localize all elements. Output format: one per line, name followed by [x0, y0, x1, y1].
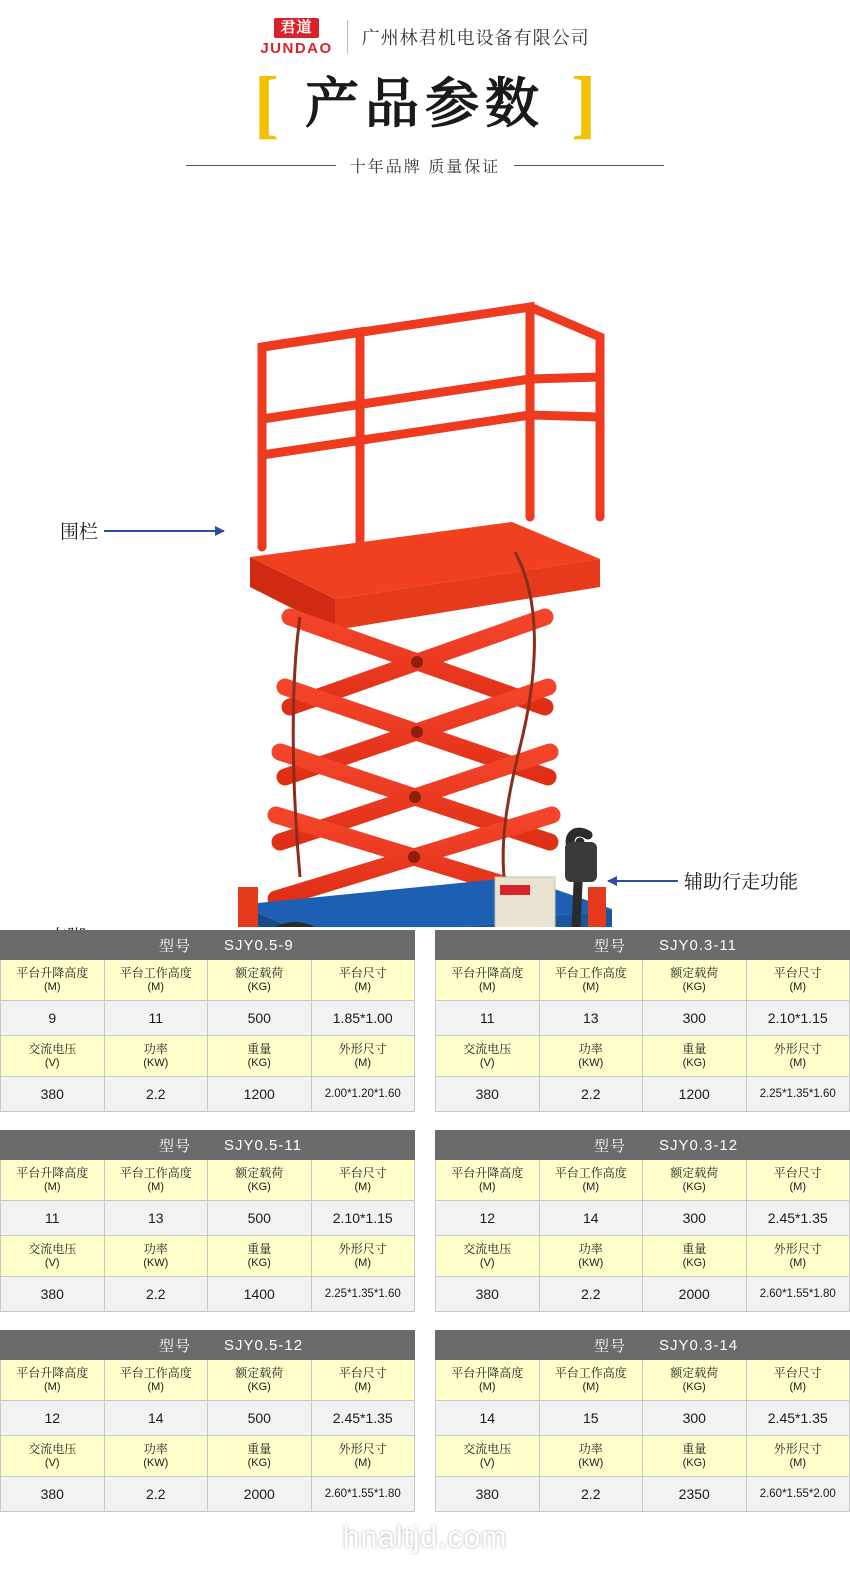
header-weight: 重量 (KG)	[208, 1436, 312, 1477]
value-power: 2.2	[539, 1277, 643, 1312]
header-weight: 重量 (KG)	[643, 1436, 747, 1477]
table-row-header	[436, 1436, 850, 1477]
value-rated-load: 300	[643, 1201, 747, 1236]
value-power: 2.2	[104, 1477, 208, 1512]
header-lift-height: 平台升降高度 (M)	[436, 1360, 540, 1401]
header-weight: 重量 (KG)	[643, 1236, 747, 1277]
header-platform-size: 平台尺寸 (M)	[746, 960, 850, 1001]
table-row-values	[1, 1277, 415, 1312]
header-power: 功率 (KW)	[104, 1436, 208, 1477]
model-value: SJY0.5-11	[208, 1131, 415, 1160]
value-power: 2.2	[539, 1077, 643, 1112]
table-row-model	[1, 1331, 415, 1360]
header-platform-size: 平台尺寸 (M)	[311, 1160, 415, 1201]
table-row-model	[1, 1131, 415, 1160]
callout-walk-label: 辅助行走功能	[684, 872, 799, 893]
header-power: 功率 (KW)	[104, 1236, 208, 1277]
subtitle-block	[0, 154, 850, 177]
model-value: SJY0.3-14	[643, 1331, 850, 1360]
value-weight: 1200	[643, 1077, 747, 1112]
header-overall-size: 外形尺寸 (M)	[311, 1036, 415, 1077]
table-row-header	[436, 960, 850, 1001]
header-voltage: 交流电压 (V)	[1, 1036, 105, 1077]
header-rated-load: 额定载荷 (KG)	[208, 1360, 312, 1401]
table-row-header	[1, 1360, 415, 1401]
table-row-values	[436, 1277, 850, 1312]
brand-header	[0, 0, 850, 56]
header-voltage: 交流电压 (V)	[1, 1436, 105, 1477]
value-platform-size: 2.45*1.35	[746, 1201, 850, 1236]
divider-left	[186, 165, 336, 166]
value-power: 2.2	[104, 1277, 208, 1312]
table-row-values	[1, 1477, 415, 1512]
header-overall-size: 外形尺寸 (M)	[746, 1036, 850, 1077]
spec-table	[0, 930, 415, 1112]
value-rated-load: 300	[643, 1401, 747, 1436]
model-label: 型号	[436, 1331, 643, 1360]
header-platform-size: 平台尺寸 (M)	[746, 1160, 850, 1201]
model-value: SJY0.3-11	[643, 931, 850, 960]
callout-fence-label: 围栏	[60, 522, 99, 543]
bracket-right-icon: ]	[571, 62, 597, 146]
header-voltage: 交流电压 (V)	[436, 1436, 540, 1477]
header-rated-load: 额定载荷 (KG)	[643, 960, 747, 1001]
table-row-values	[436, 1077, 850, 1112]
model-value: SJY0.3-12	[643, 1131, 850, 1160]
header-lift-height: 平台升降高度 (M)	[436, 1160, 540, 1201]
value-work-height: 11	[104, 1001, 208, 1036]
value-weight: 1400	[208, 1277, 312, 1312]
value-work-height: 15	[539, 1401, 643, 1436]
value-platform-size: 1.85*1.00	[311, 1001, 415, 1036]
value-rated-load: 500	[208, 1201, 312, 1236]
table-row-header	[1, 1036, 415, 1077]
callout-walk	[608, 867, 798, 894]
value-weight: 1200	[208, 1077, 312, 1112]
table-row-header	[1, 1160, 415, 1201]
value-voltage: 380	[1, 1077, 105, 1112]
value-platform-size: 2.45*1.35	[746, 1401, 850, 1436]
spec-tables-grid	[0, 930, 850, 1512]
table-row-header	[1, 1236, 415, 1277]
header-rated-load: 额定载荷 (KG)	[208, 1160, 312, 1201]
header-platform-size: 平台尺寸 (M)	[746, 1360, 850, 1401]
table-row-header	[1, 1436, 415, 1477]
value-work-height: 13	[539, 1001, 643, 1036]
value-platform-size: 2.10*1.15	[746, 1001, 850, 1036]
header-work-height: 平台工作高度 (M)	[104, 960, 208, 1001]
spec-table	[0, 1330, 415, 1512]
header-rated-load: 额定载荷 (KG)	[208, 960, 312, 1001]
divider-right	[514, 165, 664, 166]
table-row-header	[436, 1360, 850, 1401]
spec-table	[0, 1130, 415, 1312]
spec-table	[435, 1330, 850, 1512]
bracket-left-icon: [	[253, 62, 279, 146]
product-image-area	[0, 187, 850, 927]
header-lift-height: 平台升降高度 (M)	[1, 960, 105, 1001]
table-row-values	[1, 1201, 415, 1236]
header-rated-load: 额定载荷 (KG)	[643, 1360, 747, 1401]
value-lift-height: 12	[1, 1401, 105, 1436]
value-power: 2.2	[539, 1477, 643, 1512]
header-work-height: 平台工作高度 (M)	[539, 1360, 643, 1401]
scissor-lift-illustration	[0, 187, 850, 927]
value-power: 2.2	[104, 1077, 208, 1112]
header-voltage: 交流电压 (V)	[1, 1236, 105, 1277]
header-platform-size: 平台尺寸 (M)	[311, 960, 415, 1001]
header-lift-height: 平台升降高度 (M)	[1, 1360, 105, 1401]
value-weight: 2000	[208, 1477, 312, 1512]
value-lift-height: 12	[436, 1201, 540, 1236]
header-platform-size: 平台尺寸 (M)	[311, 1360, 415, 1401]
header-power: 功率 (KW)	[104, 1036, 208, 1077]
header-overall-size: 外形尺寸 (M)	[311, 1436, 415, 1477]
header-voltage: 交流电压 (V)	[436, 1236, 540, 1277]
page-title: 产品参数	[305, 74, 545, 134]
table-row-values	[1, 1077, 415, 1112]
value-overall-size: 2.60*1.55*1.80	[746, 1277, 850, 1312]
logo-chinese-text: 君道	[274, 18, 318, 38]
page-title-block	[0, 62, 850, 146]
spec-table	[435, 1130, 850, 1312]
header-weight: 重量 (KG)	[208, 1036, 312, 1077]
table-row-header	[436, 1160, 850, 1201]
header-voltage: 交流电压 (V)	[436, 1036, 540, 1077]
value-voltage: 380	[1, 1277, 105, 1312]
header-work-height: 平台工作高度 (M)	[104, 1360, 208, 1401]
divider	[347, 20, 348, 54]
value-lift-height: 9	[1, 1001, 105, 1036]
header-overall-size: 外形尺寸 (M)	[311, 1236, 415, 1277]
table-row-model	[436, 1331, 850, 1360]
value-overall-size: 2.60*1.55*1.80	[311, 1477, 415, 1512]
company-name: 广州林君机电设备有限公司	[361, 28, 590, 48]
header-lift-height: 平台升降高度 (M)	[436, 960, 540, 1001]
value-lift-height: 11	[436, 1001, 540, 1036]
table-row-header	[1, 960, 415, 1001]
value-lift-height: 14	[436, 1401, 540, 1436]
logo-english-text: JUNDAO	[260, 40, 333, 57]
header-weight: 重量 (KG)	[208, 1236, 312, 1277]
table-row-model	[436, 1131, 850, 1160]
table-row-values	[436, 1001, 850, 1036]
value-work-height: 13	[104, 1201, 208, 1236]
company-logo	[260, 18, 332, 56]
model-value: SJY0.5-9	[208, 931, 415, 960]
spec-table	[435, 930, 850, 1112]
header-lift-height: 平台升降高度 (M)	[1, 1160, 105, 1201]
table-row-values	[1, 1001, 415, 1036]
value-lift-height: 11	[1, 1201, 105, 1236]
value-weight: 2000	[643, 1277, 747, 1312]
value-overall-size: 2.00*1.20*1.60	[311, 1077, 415, 1112]
header-work-height: 平台工作高度 (M)	[104, 1160, 208, 1201]
value-voltage: 380	[436, 1477, 540, 1512]
table-row-header	[436, 1236, 850, 1277]
table-row-model	[436, 931, 850, 960]
arrow-icon	[608, 880, 678, 882]
header-overall-size: 外形尺寸 (M)	[746, 1236, 850, 1277]
header-work-height: 平台工作高度 (M)	[539, 1160, 643, 1201]
model-value: SJY0.5-12	[208, 1331, 415, 1360]
value-overall-size: 2.25*1.35*1.60	[311, 1277, 415, 1312]
table-row-values	[436, 1401, 850, 1436]
header-overall-size: 外形尺寸 (M)	[746, 1436, 850, 1477]
header-power: 功率 (KW)	[539, 1436, 643, 1477]
value-voltage: 380	[436, 1077, 540, 1112]
value-rated-load: 300	[643, 1001, 747, 1036]
model-label: 型号	[436, 931, 643, 960]
watermark: hnaltjd.com	[342, 1521, 508, 1554]
value-rated-load: 500	[208, 1401, 312, 1436]
model-label: 型号	[436, 1131, 643, 1160]
table-row-values	[436, 1201, 850, 1236]
header-power: 功率 (KW)	[539, 1236, 643, 1277]
value-voltage: 380	[1, 1477, 105, 1512]
header-work-height: 平台工作高度 (M)	[539, 960, 643, 1001]
value-platform-size: 2.45*1.35	[311, 1401, 415, 1436]
model-label: 型号	[1, 1131, 208, 1160]
model-label: 型号	[1, 1331, 208, 1360]
page-subtitle: 十年品牌 质量保证	[349, 159, 501, 176]
value-weight: 2350	[643, 1477, 747, 1512]
value-overall-size: 2.60*1.55*2.00	[746, 1477, 850, 1512]
value-voltage: 380	[436, 1277, 540, 1312]
arrow-icon	[104, 530, 224, 532]
value-overall-size: 2.25*1.35*1.60	[746, 1077, 850, 1112]
value-rated-load: 500	[208, 1001, 312, 1036]
header-weight: 重量 (KG)	[643, 1036, 747, 1077]
value-work-height: 14	[104, 1401, 208, 1436]
callout-fence	[60, 517, 224, 544]
model-label: 型号	[1, 931, 208, 960]
table-row-values	[1, 1401, 415, 1436]
value-platform-size: 2.10*1.15	[311, 1201, 415, 1236]
header-power: 功率 (KW)	[539, 1036, 643, 1077]
header-rated-load: 额定载荷 (KG)	[643, 1160, 747, 1201]
table-row-header	[436, 1036, 850, 1077]
table-row-values	[436, 1477, 850, 1512]
table-row-model	[1, 931, 415, 960]
value-work-height: 14	[539, 1201, 643, 1236]
